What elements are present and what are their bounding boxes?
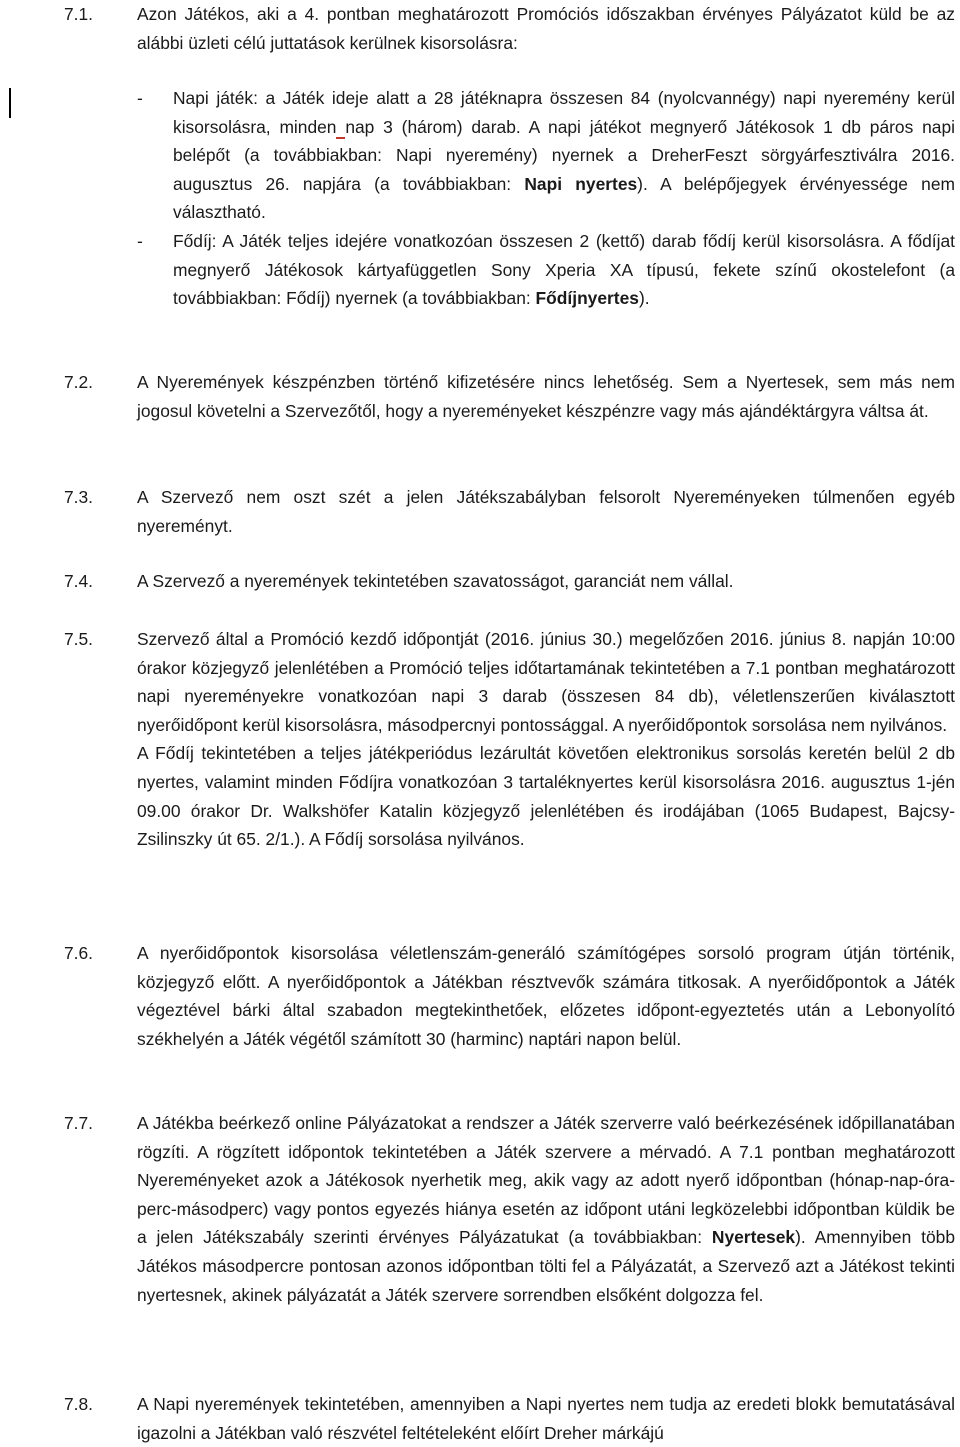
bullet-text-part1: Napi játék: a Játék ideje alatt a 28 játéknapra összesen 84 (nyolcvannégy) napi nyeremény kerül kisorsolásra, minden — [173, 88, 955, 137]
section-number: 7.5. — [64, 629, 94, 649]
bold-term: Napi nyertes — [524, 173, 638, 194]
bold-term: Nyertesek — [711, 1227, 796, 1248]
section-number: 7.1. — [64, 4, 94, 24]
bullet-text-part2: nap 3 (három) darab. A napi játékot megnyerő Játékosok 1 db páros napi belépőt (a továbbiakban: Napi nyeremény) nyernek a DreherFeszt sörgyárfesztiválra 2016. augusztus 26. napjára (a továbbiakban: — [173, 116, 955, 194]
section-number: 7.7. — [64, 1113, 94, 1133]
bullet-text-part3: ). A belépőjegyek érvényessége nem választható. — [173, 173, 955, 223]
section-text: A Játékba beérkező online Pályázatokat a rendszer a Játék szerverre való beérkezésének időpillanatában rögzíti. A rögzített időpontok tekintetében a Játék szervere a mérvadó. A 7.1 pontban meghatározott Nyereményeket azok a Játékosok nyerhetik meg, akik vagy az adott nyerő időpontban (hónap-nap-óra-perc-másodperc) vagy pontos egyezés hiánya esetén az időpont utáni legközelebbi időpontban küldik be a jelen Játékszabály szerinti érvényes Pályázatukat (a továbbiakban: — [137, 1113, 955, 1248]
section-text-2: A Fődíj tekintetében a teljes játékperiódus lezárultát követően elektronikus sorsolás keretén belül 2 db nyertes, valamint minden Fődíjra vonatkozóan 3 tartaléknyertes kerül kisorsolásra 2016. augusztus 1-jén 09.00 órakor Dr. Walkshöfer Katalin közjegyző jelenlétében és irodájában (1065 Budapest, Bajcsy-Zsilinszky út 65. 2/1.). A Fődíj sorsolása nyilvános. — [137, 743, 955, 850]
section-body — [137, 1109, 955, 1309]
section-number: 7.2. — [64, 372, 94, 392]
bullet-text — [173, 227, 955, 313]
section-text-after: ). Amennyiben több Játékos másodpercre pontosan azonos időpontban tölti fel a Pályázatát, a Szervező azt a Játékost tekinti nyertesnek, akinek pályázatát a Játék szervere sorrendben elsőként dolgozza fel. — [137, 1227, 955, 1305]
revision-bar — [9, 88, 11, 118]
bullet-text-part1: Fődíj: A Játék teljes idejére vonatkozóan összesen 2 (kettő) darab fődíj kerül kisorsolásra. A fődíjat megnyerő Játékosok kártyafüggetlen Sony Xperia XA típusú, fekete színű okostelefont (a továbbiakban: Fődíj) nyernek (a továbbiakban: — [173, 231, 955, 309]
bold-term: Fődíjnyertes — [535, 288, 639, 309]
section-body — [137, 625, 955, 854]
section-text: A Nyeremények készpénzben történő kifizetésére nincs lehetőség. Sem a Nyertesek, sem más nem jogosul követelni a Szervezőtől, hogy a nyereményeket készpénzre vagy más ajándéktárgyra váltsa át. — [137, 372, 955, 421]
section-number: 7.4. — [64, 571, 94, 591]
bullet-text-part3: ). — [638, 288, 650, 309]
section-text: A nyerőidőpontok kisorsolása véletlenszám-generáló számítógépes sorsoló program útján történik, közjegyző előtt. A nyerőidőpontok a Játékban résztvevők számára titkosak. A nyerőidőpontok a Játék végeztével bárki által szabadon megtekinthetőek, előzetes időpont-egyeztetés után a Lebonyolító székhelyén a Játék végétől számított 30 (harminc) naptári napon belül. — [137, 943, 955, 1049]
section-intro — [137, 0, 955, 57]
section-text: A Napi nyeremények tekintetében, amennyiben a Napi nyertes nem tudja az eredeti blokk bemutatásával igazolni a Játékban való részvétel feltételeként előírt Dreher márkájú — [137, 1394, 955, 1443]
section-number: 7.3. — [64, 487, 94, 507]
section-intro-text: Azon Játékos, aki a 4. pontban meghatározott Promóciós időszakban érvényes Pályázatot küld be az alábbi üzleti célú juttatások kerülnek kisorsolásra: — [137, 4, 955, 53]
section-number: 7.8. — [64, 1394, 94, 1414]
section-text: A Szervező nem oszt szét a jelen Játékszabályban felsorolt Nyereményeken túlmenően egyéb nyereményt. — [137, 487, 955, 536]
section-number: 7.6. — [64, 943, 94, 963]
bullet-dash: - — [137, 231, 143, 251]
bullet-text — [173, 84, 955, 227]
section-text: A Szervező a nyeremények tekintetében szavatosságot, garanciát nem vállal. — [137, 571, 734, 591]
section-text: Szervező által a Promóció kezdő időpontját (2016. június 30.) megelőzően 2016. június 8. napján 10:00 órakor közjegyző jelenlétében a Promóció teljes időtartamának tekintetében a 7.1 pontban meghatározott napi nyereményekre vonatkozóan napi 3 darab (összesen 84 db), véletlenszerűen kiválasztott nyerőidőpont kerül kisorsolásra, másodpercnyi pontossággal. A nyerőidőpontok sorsolása nem nyilvános. — [137, 629, 955, 735]
bullet-dash: - — [137, 88, 143, 108]
tracked-change-mark — [336, 117, 345, 139]
